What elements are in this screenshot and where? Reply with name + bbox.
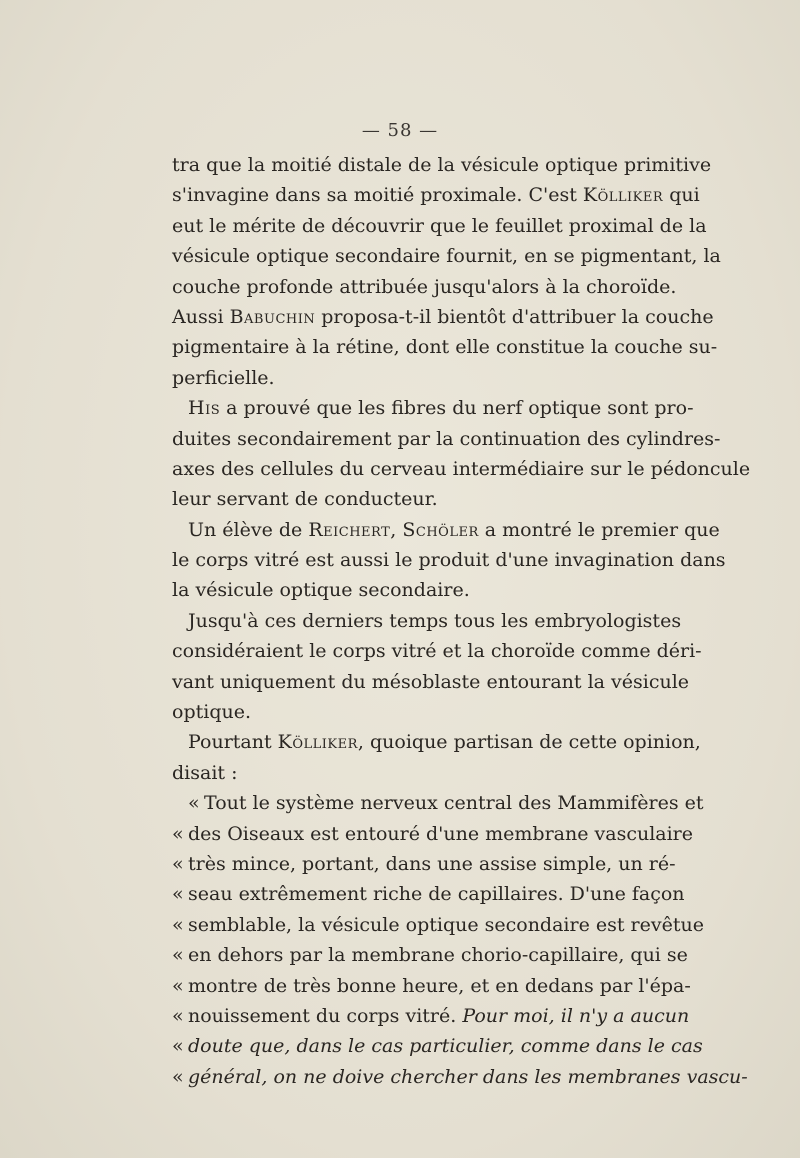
quote-mark: « xyxy=(172,944,184,967)
italic-text: Pour moi, il n'y a aucun xyxy=(462,1004,690,1027)
quote-line: « nouissement du corps vitré. Pour moi, il n'y a aucun xyxy=(172,1001,642,1031)
author-name: Reichert xyxy=(308,518,391,541)
author-name: Kölliker xyxy=(277,731,358,754)
text-line: Jusqu'à ces derniers temps tous les embryologistes xyxy=(188,609,682,632)
quote-mark: « xyxy=(172,1004,184,1027)
text-line: pigmentaire à la rétine, dont elle constitue la couche su- xyxy=(172,336,718,359)
page-body xyxy=(172,150,751,1092)
text-line: axes des cellules du cerveau intermédiaire sur le pédoncule xyxy=(172,457,751,480)
quote-mark: « xyxy=(172,913,184,936)
text-line: le corps vitré est aussi le produit d'une invagination dans xyxy=(172,549,726,572)
text-line: la vésicule optique secondaire. xyxy=(172,579,470,602)
quote-mark: « xyxy=(172,852,184,875)
author-name: Kölliker xyxy=(582,184,664,207)
text-line: perficielle. xyxy=(172,366,275,389)
text-line: Aussi Babuchin proposa-t-il bientôt d'attribuer la couche xyxy=(172,305,714,328)
page-number: — 58 — xyxy=(361,120,439,141)
quote-mark: « xyxy=(172,822,184,845)
text-line: eut le mérite de découvrir que le feuillet proximal de la xyxy=(172,214,707,237)
text-line: duites secondairement par la continuation des cylindres- xyxy=(172,427,721,450)
quote-mark: « xyxy=(172,1035,184,1058)
text-line: Un élève de Reichert, Schöler a montré le premier que xyxy=(188,518,720,541)
text-line: Pourtant Kölliker, quoique partisan de cette opinion, xyxy=(188,731,701,754)
text-line: His a prouvé que les fibres du nerf optique sont pro- xyxy=(188,397,694,420)
quote-line: « Tout le système nerveux central des Mammifères et xyxy=(172,788,642,818)
quote-line: « semblable, la vésicule optique secondaire est revêtue xyxy=(172,910,642,940)
quote-mark: « xyxy=(172,974,184,997)
text-line: disait : xyxy=(172,761,238,784)
text-line: considéraient le corps vitré et la choroïde comme déri- xyxy=(172,640,702,663)
text-line: tra que la moitié distale de la vésicule optique primitive xyxy=(172,154,712,176)
author-name: Schöler xyxy=(402,518,479,541)
quote-line: « montre de très bonne heure, et en dedans par l'épa- xyxy=(172,971,642,1001)
text-line: s'invagine dans sa moitié proximale. C'est Kölliker qui xyxy=(172,184,700,207)
author-name: His xyxy=(188,397,221,420)
quote-line: « des Oiseaux est entouré d'une membrane vasculaire xyxy=(172,819,642,849)
text-line: optique. xyxy=(172,701,251,724)
quote-line: « très mince, portant, dans une assise simple, un ré- xyxy=(172,849,642,879)
quote-mark: « xyxy=(172,1065,184,1088)
quote-line: « en dehors par la membrane chorio-capillaire, qui se xyxy=(172,940,642,970)
quote-line: « général, on ne doive chercher dans les membranes vascu- xyxy=(172,1062,642,1092)
quote-mark: « xyxy=(172,883,184,906)
author-name: Babuchin xyxy=(229,305,316,328)
text-line: couche profonde attribuée jusqu'alors à la choroïde. xyxy=(172,275,677,298)
quote-line: « doute que, dans le cas particulier, comme dans le cas xyxy=(172,1031,642,1061)
quote-mark: « xyxy=(188,792,200,815)
quote-line: « seau extrêmement riche de capillaires. D'une façon xyxy=(172,879,642,909)
text-line: leur servant de conducteur. xyxy=(172,488,438,511)
text-line: vésicule optique secondaire fournit, en se pigmentant, la xyxy=(172,245,721,268)
text-line: vant uniquement du mésoblaste entourant la vésicule xyxy=(172,670,690,693)
